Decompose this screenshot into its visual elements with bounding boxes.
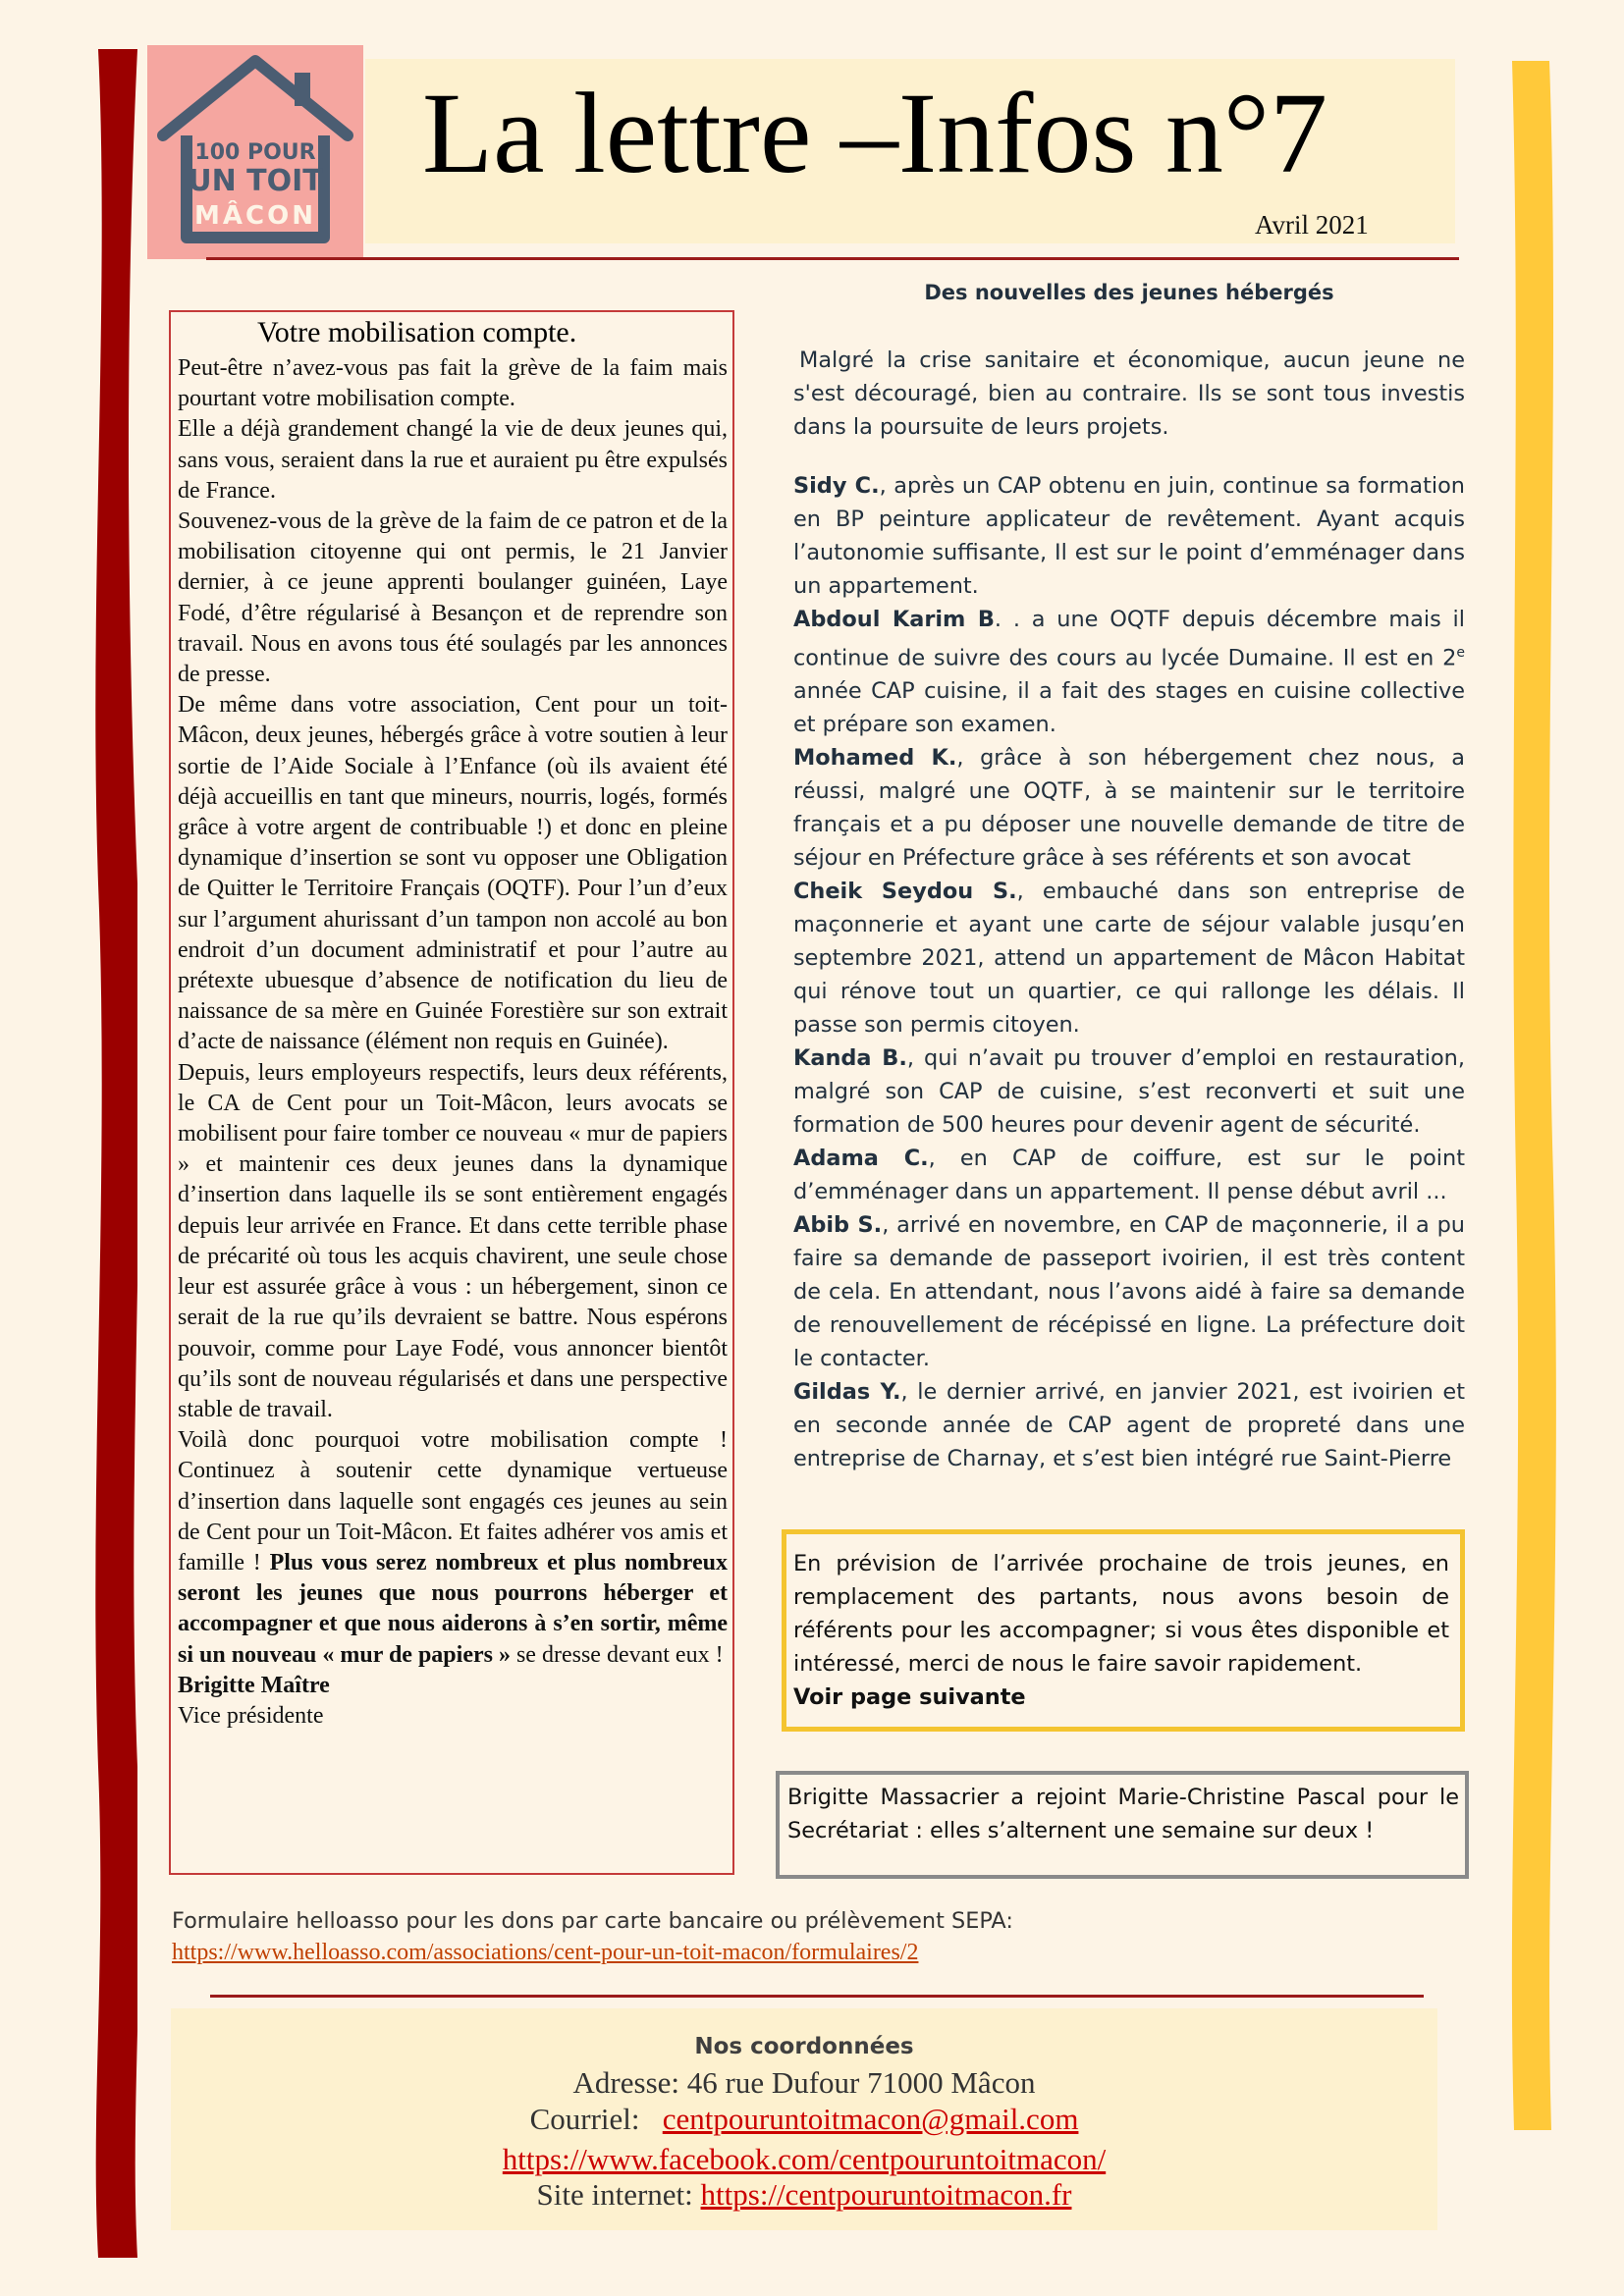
logo-line2: UN TOIT [188,164,323,198]
youth-entry [793,1375,1465,1475]
website-label: Site internet: [536,2177,693,2212]
website-link[interactable]: https://centpouruntoitmacon.fr [700,2177,1072,2212]
right-article-intro: Malgré la crise sanitaire et économique, aucun jeune ne s'est découragé, bien au contraire. Ils se sont tous investis dans la poursuite de leurs projets. [793,347,1465,440]
youth-news: , après un CAP obtenu en juin, continue sa formation en BP peinture applicateur de revêtement. Ayant acquis l’autonomie suffisante, Il est sur le point d’emménager dans un appartement. [793,473,1465,599]
secretariat-note: Brigitte Massacrier a rejoint Marie-Christine Pascal pour le Secrétariat : elles s’alternent une semaine sur deux ! [787,1785,1459,1843]
youth-entry [793,1208,1465,1375]
youth-name: Abib S. [793,1212,883,1239]
youth-name: Cheik Seydou S. [793,879,1017,905]
right-article-heading: Des nouvelles des jeunes hébergés [924,281,1334,304]
youth-entry [793,875,1465,1041]
footer-address: Adresse: 46 rue Dufour 71000 Mâcon [572,2065,1036,2100]
right-bar-shape [1512,61,1556,2130]
donation-link[interactable]: https://www.helloasso.com/associations/cent-pour-un-toit-macon/formulaires/2 [172,1940,919,1965]
youth-entry [793,469,1465,603]
youth-news-sup: e [1456,645,1465,661]
youth-news: , le dernier arrivé, en janvier 2021, est ivoirien et en seconde année de CAP agent de propreté dans une entreprise de Charnay, et s’est bien intégré rue Saint-Pierre [793,1379,1465,1472]
youth-name: Abdoul Karim B [793,607,995,632]
youth-entry [793,603,1465,741]
volunteer-callout [793,1547,1449,1714]
youth-news: , qui n’avait pu trouver d’emploi en restauration, malgré son CAP de cuisine, s’est reconverti et suit une formation de 500 heures pour devenir agent de sécurité. [793,1045,1465,1139]
donation-label: Formulaire helloasso pour les dons par carte bancaire ou prélèvement SEPA: [172,1908,1013,1934]
header-rule [206,257,1459,260]
left-paragraph: Depuis, leurs employeurs respectifs, leurs deux référents, le CA de Cent pour un Toit-Mâcon, leurs avocats se mobilisent pour faire tomber ce nouveau « mur de papiers » et maintenir ces deux jeunes dans la dynamique d’insertion dans laquelle ils se sont entièrement engagés depuis leur arrivée en France. Et dans cette terrible phase de précarité où tous les acquis chavirent, une seule chose leur est assurée grâce à vous : un hébergement, sinon ce serait de la rue qu’ils devraient se battre. Nous espérons pouvoir, comme pour Laye Fodé, vous annoncer bientôt qu’ils sont de nouveau régularisés et dans une perspective stable de travail. [178,1059,728,1422]
signature-role: Vice présidente [178,1702,324,1729]
youth-news: , grâce à son hébergement chez nous, a réussi, malgré une OQTF, à se maintenir sur le territoire français et a pu déposer une nouvelle demande de titre de séjour en Préfecture grâce à ses référents et son avocat [793,745,1465,872]
youth-entry [793,1142,1465,1208]
left-paragraph: Elle a déjà grandement changé la vie de deux jeunes qui, sans vous, seraient dans la rue et auraient pu être expulsés de France. [178,416,728,504]
left-bar-shape [95,49,137,2258]
newsletter-title: La lettre –Infos n°7 [422,69,1328,197]
email-link[interactable]: centpouruntoitmacon@gmail.com [662,2102,1079,2136]
footer-email-line [171,2102,1437,2137]
youth-name: Adama C. [793,1146,929,1172]
youth-news: . . a une OQTF depuis décembre mais il continue de suivre des cours au lycée Dumaine. Il est en 2 [793,607,1465,671]
left-article-heading: Votre mobilisation compte. [257,316,577,348]
youth-news-cont: année CAP cuisine, il a fait des stages en cuisine collective et prépare son examen. [793,678,1465,738]
footer-facebook-line [171,2142,1437,2177]
issue-date: Avril 2021 [1255,210,1369,240]
closing-end-text: se dresse devant eux ! [510,1641,724,1668]
footer-website-line [171,2177,1437,2213]
youth-news: , arrivé en novembre, en CAP de maçonnerie, il a pu faire sa demande de passeport ivoirien, il est très content de cela. En attendant, nous l’avons aidé à faire sa demande de renouvellement de récépissé en ligne. La préfecture doit le contacter. [793,1212,1466,1372]
youth-name: Mohamed K. [793,745,957,772]
house-chimney [295,73,310,106]
youth-entry [793,741,1465,875]
closing-bold-text: Plus vous serez nombreux et plus nombreux seront les jeunes que nous pourrons héberger et accompagner et que nous aiderons à s’en sortir, même si un nouveau « mur de papiers » [178,1549,728,1668]
see-next-page-link[interactable]: Voir page suivante [793,1684,1026,1710]
left-paragraph: Souvenez-vous de la grève de la faim de ce patron et de la mobilisation citoyenne qui ont permis, le 21 Janvier dernier, à ce jeune apprenti boulanger guinéen, Laye Fodé, d’être régularisé à Besançon et de reprendre son travail. Nous en avons tous été soulagés par les annonces de presse. [178,508,728,688]
signature-name: Brigitte Maître [178,1672,330,1698]
facebook-link[interactable]: https://www.facebook.com/centpouruntoitmacon/ [502,2142,1107,2176]
left-paragraph: Peut-être n’avez-vous pas fait la grève de la faim mais pourtant votre mobilisation compte. [178,355,728,412]
logo-line3: MÂCON [194,201,316,231]
youth-news: , embauché dans son entreprise de maçonnerie et ayant une carte de séjour valable jusqu’en septembre 2021, attend un appartement de Mâcon Habitat qui rénove tout un quartier, ce qui rallonge les délais. Il passe son permis citoyen. [793,879,1465,1039]
footer-title: Nos coordonnées [694,2034,914,2059]
youth-name: Gildas Y. [793,1379,901,1406]
left-paragraph-closing [178,1425,728,1671]
house-outline [163,61,348,135]
house-icon [147,45,363,259]
volunteer-callout-text: En prévision de l’arrivée prochaine de trois jeunes, en remplacement des partants, nous avons besoin de référents pour les accompagner; si vous êtes disponible et intéressé, merci de nous le faire savoir rapidement. [793,1551,1449,1677]
youth-news: , en CAP de coiffure, est sur le point d’emménager dans un appartement. Il pense début avril ... [793,1146,1465,1205]
footer-rule [210,1995,1424,1998]
logo [147,45,363,259]
youth-name: Kanda B. [793,1045,907,1072]
email-label: Courriel: [529,2102,640,2136]
youth-entry [793,1041,1465,1142]
youth-name: Sidy C. [793,473,880,499]
right-article-body [793,344,1465,1475]
left-decorative-bar [0,0,137,2296]
logo-line1: 100 POUR [194,140,316,165]
left-paragraph: De même dans votre association, Cent pour un toit-Mâcon, deux jeunes, hébergés grâce à votre soutien à leur sortie de l’Aide Sociale à l’Enfance (où ils avaient été déjà accueillis en tant que mineurs, nourris, logés, formés grâce à votre argent de contribuable !) et donc en pleine dynamique d’insertion se sont vu opposer une Obligation de Quitter le Territoire Français (OQTF). Pour l’un d’eux sur l’argument ahurissant d’un tampon non accolé au bon endroit d’un document administratif et pour l’autre au prétexte ubuesque d’absence de notification du lieu de naissance de sa mère en Guinée Forestière sur son extrait d’acte de naissance (élément non requis en Guinée). [178,692,728,1055]
left-article-body [178,353,728,1732]
closing-text: Voilà donc pourquoi votre mobilisation compte ! Continuez à soutenir cette dynamique vertueuse d’insertion dans laquelle sont engagés ces jeunes au sein de Cent pour un Toit-Mâcon. Et faites adhérer vos amis et famille ! [178,1427,728,1575]
